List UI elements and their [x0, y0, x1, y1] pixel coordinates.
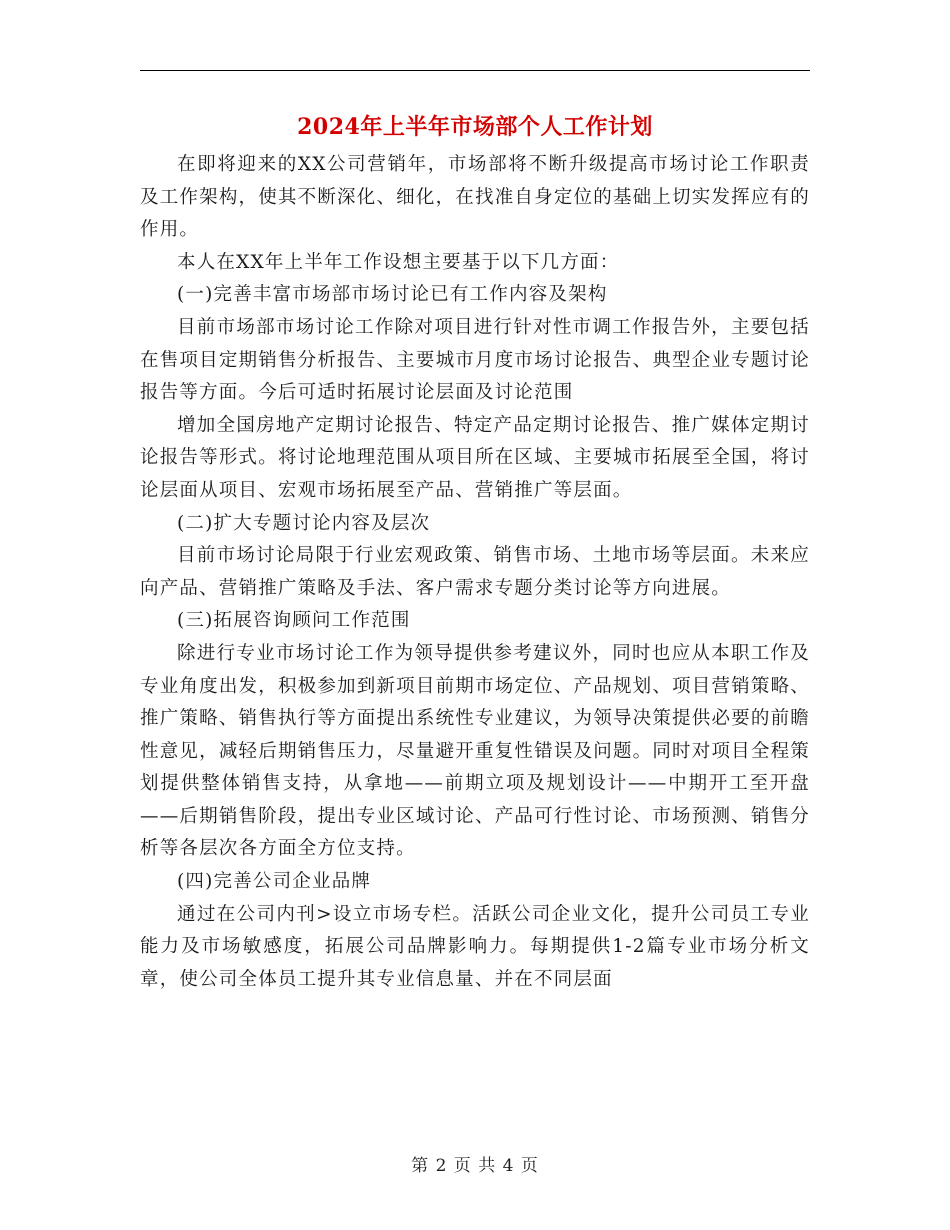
paragraph-section-3: 除进行专业市场讨论工作为领导提供参考建议外，同时也应从本职工作及专业角度出发，积极参加到新项目前期市场定位、产品规划、项目营销策略、推广策略、销售执行等方面提出系统性专业建议，为领导决策提供必要的前瞻性意见，减轻后期销售压力，尽量避开重复性错误及问题。同时对项目全程策划提供整体销售支持，从拿地——前期立项及规划设计——中期开工至开盘——后期销售阶段，提出专业区域讨论、产品可行性讨论、市场预测、销售分析等各层次各方面全方位支持。	[140, 642, 810, 860]
header-rule	[140, 70, 810, 71]
paragraph-intro: 在即将迎来的XX公司营销年，市场部将不断升级提高市场讨论工作职责及工作架构，使其不断深化、细化，在找准自身定位的基础上切实发挥应有的作用。	[140, 154, 810, 241]
paragraph-section-4: 通过在公司内刊>设立市场专栏。活跃公司企业文化，提升公司员工专业能力及市场敏感度，拓展公司品牌影响力。每期提供1-2篇专业市场分析文章，使公司全体员工提升其专业信息量、并在不同层面	[140, 903, 810, 990]
section-heading-2: (二)扩大专题讨论内容及层次	[177, 512, 431, 534]
page-number-footer: 第 2 页 共 4 页	[411, 1156, 539, 1176]
section-heading-4: (四)完善公司企业品牌	[177, 871, 372, 893]
paragraph-section-1b: 增加全国房地产定期讨论报告、特定产品定期讨论报告、推广媒体定期讨论报告等形式。将讨论地理范围从项目所在区域、主要城市拓展至全国，将讨论层面从项目、宏观市场拓展至产品、营销推广等层面。	[140, 414, 810, 501]
document-body	[140, 149, 810, 996]
section-heading-3: (三)拓展咨询顾问工作范围	[177, 610, 411, 632]
paragraph-section-2: 目前市场讨论局限于行业宏观政策、销售市场、土地市场等层面。未来应向产品、营销推广策略及手法、客户需求专题分类讨论等方向进展。	[140, 545, 810, 599]
section-heading-1: (一)完善丰富市场部市场讨论已有工作内容及架构	[177, 284, 608, 306]
document-title: 2024年上半年市场部个人工作计划	[297, 114, 653, 140]
paragraph-overview: 本人在XX年上半年工作设想主要基于以下几方面：	[177, 251, 620, 273]
paragraph-section-1a: 目前市场部市场讨论工作除对项目进行针对性市调工作报告外，主要包括在售项目定期销售分析报告、主要城市月度市场讨论报告、典型企业专题讨论报告等方面。今后可适时拓展讨论层面及讨论范围	[140, 316, 810, 404]
